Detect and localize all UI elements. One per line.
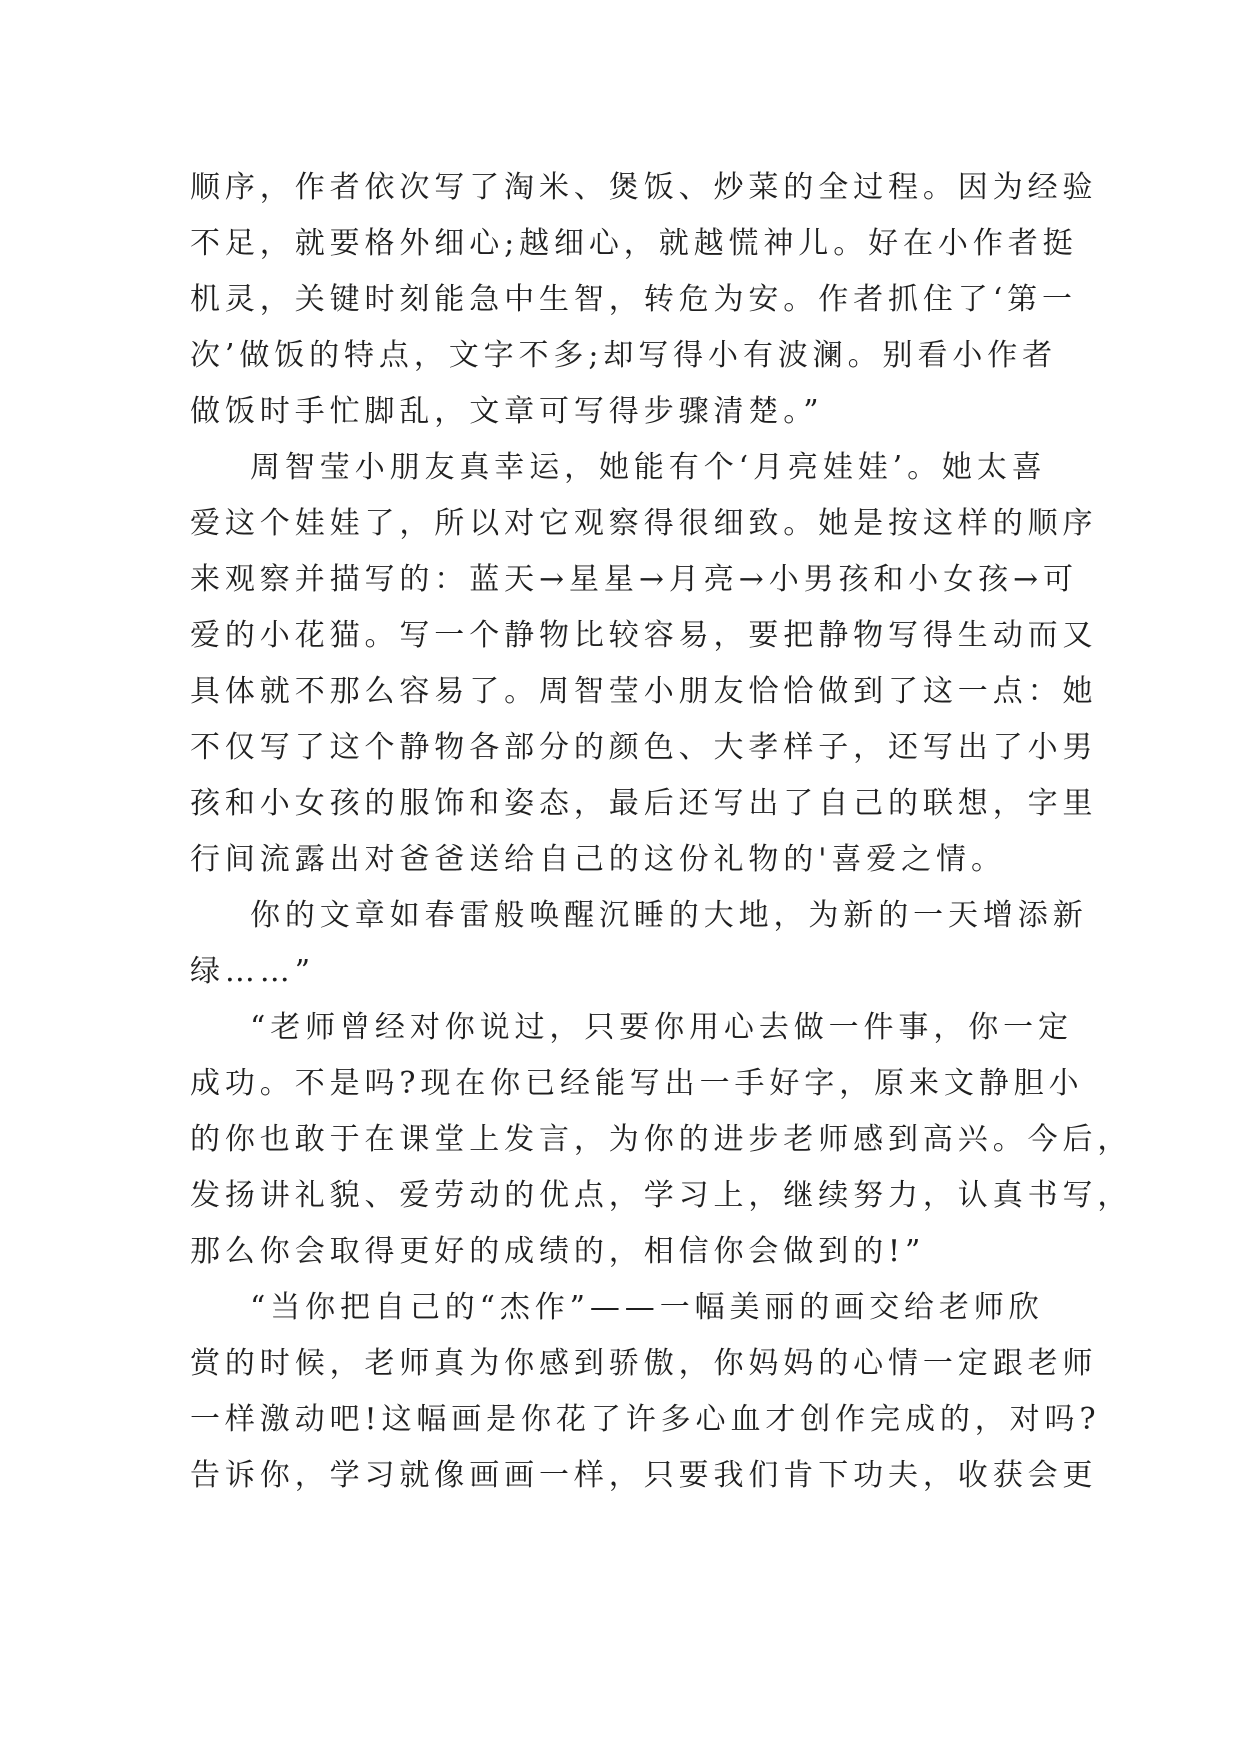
- text-line: 次’做饭的特点，文字不多;却写得小有波澜。别看小作者: [190, 338, 1058, 373]
- text-line: 赏的时候，老师真为你感到骄傲，你妈妈的心情一定跟老师: [190, 1346, 1098, 1381]
- text-line: 告诉你，学习就像画画一样，只要我们肯下功夫，收获会更: [190, 1458, 1098, 1493]
- paragraph-5: [190, 1280, 1101, 1504]
- text-line: 发扬讲礼貌、爱劳动的优点，学习上，继续努力，认真书写，: [190, 1178, 1133, 1213]
- paragraph-2: [190, 440, 1098, 888]
- text-line: 周智莹小朋友真幸运，她能有个‘月亮娃娃’。她太喜: [250, 450, 1047, 485]
- text-line: “当你把自己的“杰作”——一幅美丽的画交给老师欣: [250, 1290, 1044, 1325]
- paragraph-4: [190, 1000, 1133, 1280]
- text-line: 不仅写了这个静物各部分的颜色、大孝样子，还写出了小男: [190, 730, 1098, 765]
- text-line: 你的文章如春雷般唤醒沉睡的大地，为新的一天增添新: [250, 898, 1088, 933]
- text-line: “老师曾经对你说过，只要你用心去做一件事，你一定: [250, 1010, 1073, 1045]
- paragraph-3: [190, 888, 1088, 1000]
- text-line: 爱的小花猫。写一个静物比较容易，要把静物写得生动而又: [190, 618, 1098, 653]
- text-line: 爱这个娃娃了，所以对它观察得很细致。她是按这样的顺序: [190, 506, 1098, 541]
- text-line: 成功。不是吗?现在你已经能写出一手好字，原来文静胆小: [190, 1066, 1084, 1101]
- text-line: 做饭时手忙脚乱，文章可写得步骤清楚。”: [190, 394, 824, 429]
- text-line: 的你也敢于在课堂上发言，为你的进步老师感到高兴。今后，: [190, 1122, 1133, 1157]
- text-line: 一样激动吧!这幅画是你花了许多心血才创作完成的，对吗?: [190, 1402, 1101, 1437]
- text-line: 具体就不那么容易了。周智莹小朋友恰恰做到了这一点：她: [190, 674, 1098, 709]
- text-line: 不足，就要格外细心;越细心，就越慌神儿。好在小作者挺: [190, 226, 1078, 261]
- text-line: 绿……”: [190, 954, 315, 989]
- text-line: 孩和小女孩的服饰和姿态，最后还写出了自己的联想，字里: [190, 786, 1098, 821]
- text-line: 来观察并描写的：蓝天→星星→月亮→小男孩和小女孩→可: [190, 562, 1078, 597]
- text-line: 机灵，关键时刻能急中生智，转危为安。作者抓住了‘第一: [190, 282, 1077, 317]
- text-line: 行间流露出对爸爸送给自己的这份礼物的'喜爱之情。: [190, 842, 1006, 877]
- paragraph-1: [190, 160, 1098, 440]
- text-line: 顺序，作者依次写了淘米、煲饭、炒菜的全过程。因为经验: [190, 170, 1098, 205]
- text-line: 那么你会取得更好的成绩的，相信你会做到的!”: [190, 1234, 926, 1269]
- document-body: [190, 160, 1133, 1504]
